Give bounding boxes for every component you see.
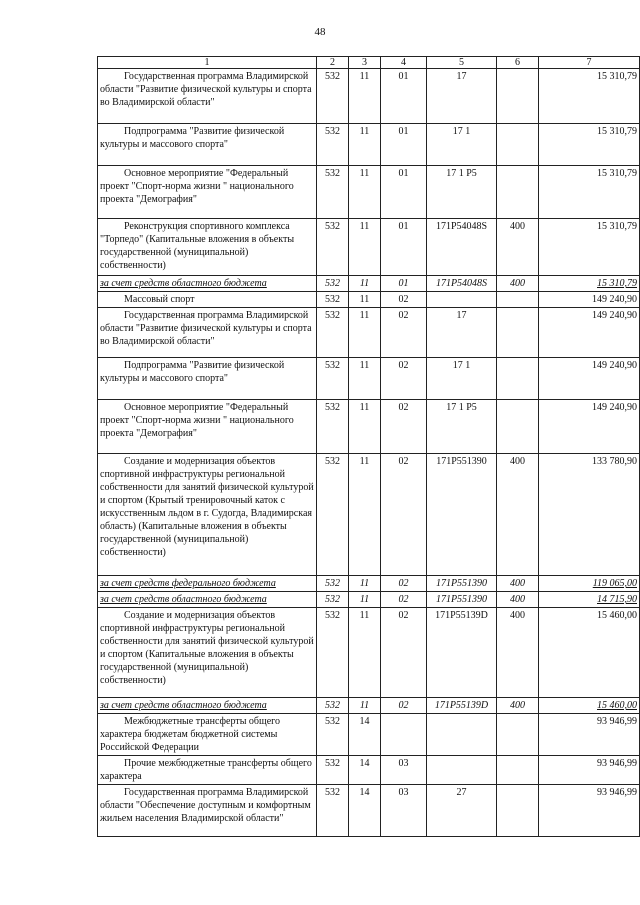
row-section-cell: [349, 454, 381, 576]
row-name-cell: [98, 576, 317, 592]
row-section-cell-text: 11: [359, 221, 370, 232]
table-row: [98, 576, 640, 592]
row-chapter-cell: [317, 785, 349, 837]
row-chapter-cell-text: 532: [325, 310, 340, 321]
row-chapter-cell-text: 532: [325, 594, 340, 605]
row-target-article-cell-text: 17 1: [452, 360, 471, 371]
header-row: [98, 57, 640, 69]
row-expense-type-cell: [497, 698, 539, 714]
row-name-cell-text: Массовый спорт: [124, 294, 195, 305]
row-amount-cell-text: 15 460,00: [597, 700, 637, 711]
row-chapter-cell-text: 532: [325, 126, 340, 137]
row-subsection-cell-text: 02: [398, 456, 409, 467]
row-target-article-cell: [427, 308, 497, 358]
row-section-cell: [349, 400, 381, 454]
table-row: [98, 358, 640, 400]
row-target-article-cell: [427, 400, 497, 454]
row-section-cell-text: 11: [359, 168, 370, 179]
row-expense-type-cell-text: 400: [510, 700, 525, 711]
row-name-cell: [98, 608, 317, 698]
row-section-cell-text: 11: [359, 456, 370, 467]
row-subsection-cell: [381, 608, 427, 698]
row-expense-type-cell: [497, 276, 539, 292]
row-section-cell: [349, 219, 381, 276]
row-name-cell-text: Основное мероприятие "Федеральный проект "Спорт-норма жизни " национального проекта "Демография": [100, 402, 294, 439]
row-amount-cell-text: 93 946,99: [597, 787, 637, 798]
row-chapter-cell-text: 532: [325, 716, 340, 727]
row-section-cell: [349, 166, 381, 219]
row-subsection-cell-text: 02: [398, 402, 409, 413]
row-subsection-cell-text: 02: [398, 294, 409, 305]
row-subsection-cell: [381, 714, 427, 756]
row-chapter-cell-text: 532: [325, 402, 340, 413]
row-subsection-cell-text: 01: [398, 71, 409, 82]
row-section-cell-text: 11: [359, 594, 370, 605]
row-target-article-cell-text: 17 1 P5: [446, 168, 477, 179]
row-name-cell: [98, 69, 317, 124]
row-amount-cell-text: 149 240,90: [592, 310, 637, 321]
row-target-article-cell-text: 171P55139D: [434, 700, 489, 711]
row-section-cell: [349, 69, 381, 124]
row-target-article-cell: [427, 124, 497, 166]
row-amount-cell-text: 149 240,90: [592, 294, 637, 305]
row-chapter-cell-text: 532: [325, 278, 340, 289]
row-chapter-cell: [317, 69, 349, 124]
row-name-cell-text: за счет средств областного бюджета: [100, 278, 267, 289]
row-name-cell-text: за счет средств областного бюджета: [100, 700, 267, 711]
row-section-cell: [349, 358, 381, 400]
row-subsection-cell-text: 02: [398, 578, 409, 589]
row-target-article-cell: [427, 576, 497, 592]
row-name-cell: [98, 454, 317, 576]
row-amount-cell: [539, 276, 640, 292]
table-row: [98, 785, 640, 837]
row-chapter-cell-text: 532: [325, 758, 340, 769]
row-section-cell: [349, 698, 381, 714]
row-name-cell-text: Государственная программа Владимирской области "Обеспечение доступным и комфортным жильем населения Владимирской области": [100, 787, 311, 824]
row-target-article-cell-text: 171P551390: [435, 594, 488, 605]
row-target-article-cell: [427, 69, 497, 124]
row-target-article-cell: [427, 785, 497, 837]
row-subsection-cell: [381, 454, 427, 576]
row-amount-cell-text: 93 946,99: [597, 716, 637, 727]
row-subsection-cell-text: 03: [398, 787, 409, 798]
row-target-article-cell: [427, 698, 497, 714]
row-target-article-cell-text: 17 1: [452, 126, 471, 137]
row-name-cell: [98, 308, 317, 358]
row-section-cell: [349, 785, 381, 837]
row-amount-cell-text: 149 240,90: [592, 402, 637, 413]
column-header-4: 4: [381, 57, 427, 69]
row-subsection-cell: [381, 219, 427, 276]
row-target-article-cell: [427, 219, 497, 276]
row-chapter-cell-text: 532: [325, 221, 340, 232]
row-amount-cell: [539, 292, 640, 308]
row-expense-type-cell: [497, 454, 539, 576]
row-chapter-cell: [317, 454, 349, 576]
row-section-cell: [349, 308, 381, 358]
row-section-cell: [349, 608, 381, 698]
row-chapter-cell-text: 532: [325, 578, 340, 589]
row-subsection-cell: [381, 576, 427, 592]
column-header-1: 1: [98, 57, 317, 69]
row-name-cell-text: Создание и модернизация объектов спортивной инфраструктуры региональной собственности для занятий физической культурой и спортом (Крытый тренировочный каток с искусственным льдом в г. Судогда, Владимирская область) (Капитальные вложения в объекты государственной (муниципальной) собственности): [100, 456, 314, 558]
row-subsection-cell: [381, 756, 427, 785]
row-chapter-cell-text: 532: [325, 168, 340, 179]
row-section-cell: [349, 276, 381, 292]
row-subsection-cell: [381, 124, 427, 166]
row-name-cell-text: Основное мероприятие "Федеральный проект "Спорт-норма жизни " национального проекта "Демография": [100, 168, 294, 205]
table-row: [98, 292, 640, 308]
row-subsection-cell: [381, 69, 427, 124]
row-target-article-cell-text: 17 1 P5: [446, 402, 477, 413]
row-target-article-cell-text: 17: [456, 71, 467, 82]
row-amount-cell: [539, 592, 640, 608]
row-section-cell-text: 14: [359, 758, 370, 769]
row-target-article-cell-text: 171P551390: [435, 578, 488, 589]
row-target-article-cell-text: 27: [456, 787, 467, 798]
row-amount-cell: [539, 166, 640, 219]
row-section-cell-text: 11: [359, 71, 370, 82]
table-row: [98, 400, 640, 454]
row-expense-type-cell: [497, 292, 539, 308]
row-amount-cell-text: 14 715,90: [597, 594, 637, 605]
row-section-cell-text: 11: [359, 610, 370, 621]
row-name-cell: [98, 400, 317, 454]
row-section-cell-text: 11: [359, 294, 370, 305]
row-amount-cell: [539, 219, 640, 276]
row-target-article-cell: [427, 358, 497, 400]
row-section-cell: [349, 576, 381, 592]
row-subsection-cell: [381, 698, 427, 714]
row-amount-cell: [539, 358, 640, 400]
row-expense-type-cell-text: 400: [510, 594, 525, 605]
table-row: [98, 124, 640, 166]
row-subsection-cell: [381, 166, 427, 219]
row-section-cell: [349, 292, 381, 308]
column-header-2: 2: [317, 57, 349, 69]
row-name-cell: [98, 698, 317, 714]
row-target-article-cell-text: 171P54048S: [435, 278, 488, 289]
table-row: [98, 714, 640, 756]
row-name-cell-text: Реконструкция спортивного комплекса "Торпедо" (Капитальные вложения в объекты государственной (муниципальной) собственности): [100, 221, 295, 271]
row-subsection-cell: [381, 400, 427, 454]
row-amount-cell-text: 15 310,79: [597, 168, 637, 179]
row-name-cell: [98, 358, 317, 400]
row-chapter-cell: [317, 756, 349, 785]
row-name-cell: [98, 276, 317, 292]
row-section-cell: [349, 592, 381, 608]
row-name-cell-text: Прочие межбюджетные трансферты общего характера: [100, 758, 312, 782]
row-amount-cell: [539, 454, 640, 576]
row-amount-cell: [539, 785, 640, 837]
row-section-cell-text: 11: [359, 310, 370, 321]
row-chapter-cell: [317, 124, 349, 166]
row-expense-type-cell-text: 400: [510, 578, 525, 589]
row-chapter-cell: [317, 576, 349, 592]
row-amount-cell: [539, 698, 640, 714]
table-row: [98, 454, 640, 576]
row-expense-type-cell: [497, 166, 539, 219]
row-expense-type-cell: [497, 124, 539, 166]
row-chapter-cell: [317, 714, 349, 756]
row-amount-cell-text: 15 310,79: [597, 126, 637, 137]
row-expense-type-cell: [497, 785, 539, 837]
table-row: [98, 166, 640, 219]
row-chapter-cell: [317, 608, 349, 698]
row-chapter-cell: [317, 219, 349, 276]
row-name-cell-text: за счет средств областного бюджета: [100, 594, 267, 605]
row-name-cell: [98, 166, 317, 219]
column-header-7: 7: [539, 57, 640, 69]
row-chapter-cell-text: 532: [325, 360, 340, 371]
row-section-cell-text: 14: [359, 787, 370, 798]
row-amount-cell-text: 15 310,79: [597, 221, 637, 232]
page-number: 48: [314, 26, 326, 38]
row-subsection-cell-text: 01: [398, 168, 409, 179]
table-row: [98, 308, 640, 358]
row-subsection-cell-text: 01: [398, 221, 409, 232]
table-row: [98, 592, 640, 608]
row-amount-cell-text: 15 460,00: [597, 610, 637, 621]
row-expense-type-cell: [497, 756, 539, 785]
row-section-cell-text: 14: [359, 716, 370, 727]
row-name-cell: [98, 219, 317, 276]
row-amount-cell: [539, 756, 640, 785]
row-chapter-cell: [317, 166, 349, 219]
row-expense-type-cell-text: 400: [510, 278, 525, 289]
row-amount-cell: [539, 308, 640, 358]
row-target-article-cell: [427, 276, 497, 292]
row-subsection-cell-text: 02: [398, 594, 409, 605]
row-section-cell-text: 11: [359, 578, 370, 589]
row-subsection-cell: [381, 308, 427, 358]
row-subsection-cell: [381, 592, 427, 608]
row-name-cell: [98, 124, 317, 166]
row-amount-cell-text: 93 946,99: [597, 758, 637, 769]
row-expense-type-cell: [497, 576, 539, 592]
row-expense-type-cell: [497, 400, 539, 454]
row-subsection-cell-text: 02: [398, 310, 409, 321]
row-section-cell-text: 11: [359, 402, 370, 413]
row-name-cell: [98, 714, 317, 756]
row-amount-cell: [539, 714, 640, 756]
row-chapter-cell: [317, 400, 349, 454]
row-chapter-cell-text: 532: [325, 456, 340, 467]
row-subsection-cell-text: 01: [398, 126, 409, 137]
row-chapter-cell: [317, 698, 349, 714]
row-name-cell-text: Подпрограмма "Развитие физической культуры и массового спорта": [100, 126, 285, 150]
row-name-cell: [98, 756, 317, 785]
row-subsection-cell: [381, 358, 427, 400]
row-chapter-cell: [317, 308, 349, 358]
row-subsection-cell-text: 02: [398, 700, 409, 711]
row-amount-cell: [539, 576, 640, 592]
row-subsection-cell-text: 03: [398, 758, 409, 769]
column-header-5: 5: [427, 57, 497, 69]
row-name-cell-text: за счет средств федерального бюджета: [100, 578, 276, 589]
row-subsection-cell-text: 02: [398, 360, 409, 371]
table-row: [98, 756, 640, 785]
row-expense-type-cell: [497, 308, 539, 358]
row-amount-cell-text: 149 240,90: [592, 360, 637, 371]
row-amount-cell: [539, 400, 640, 454]
row-section-cell: [349, 714, 381, 756]
row-subsection-cell-text: 01: [398, 278, 409, 289]
row-target-article-cell-text: 171P54048S: [435, 221, 488, 232]
row-target-article-cell-text: 171P551390: [436, 456, 487, 467]
row-section-cell-text: 11: [359, 360, 370, 371]
row-target-article-cell-text: 171P55139D: [435, 610, 488, 621]
table-row: [98, 608, 640, 698]
row-section-cell-text: 11: [359, 126, 370, 137]
row-target-article-cell: [427, 756, 497, 785]
row-target-article-cell: [427, 166, 497, 219]
row-chapter-cell: [317, 592, 349, 608]
row-chapter-cell: [317, 292, 349, 308]
row-subsection-cell: [381, 292, 427, 308]
row-expense-type-cell-text: 400: [510, 456, 525, 467]
row-section-cell: [349, 124, 381, 166]
table-row: [98, 276, 640, 292]
row-target-article-cell: [427, 592, 497, 608]
row-amount-cell-text: 15 310,79: [597, 71, 637, 82]
row-expense-type-cell: [497, 69, 539, 124]
row-name-cell-text: Государственная программа Владимирской области "Развитие физической культуры и спорта во Владимирской области": [100, 310, 312, 347]
row-name-cell: [98, 292, 317, 308]
row-expense-type-cell: [497, 219, 539, 276]
row-chapter-cell-text: 532: [325, 294, 340, 305]
row-subsection-cell: [381, 276, 427, 292]
row-expense-type-cell: [497, 592, 539, 608]
table-row: [98, 698, 640, 714]
row-chapter-cell: [317, 276, 349, 292]
row-section-cell-text: 11: [359, 278, 370, 289]
row-target-article-cell-text: 17: [456, 310, 467, 321]
row-name-cell-text: Межбюджетные трансферты общего характера бюджетам бюджетной системы Российской Федерации: [100, 716, 281, 753]
row-expense-type-cell: [497, 608, 539, 698]
row-section-cell-text: 11: [359, 700, 370, 711]
row-chapter-cell-text: 532: [325, 700, 340, 711]
row-expense-type-cell-text: 400: [510, 610, 525, 621]
row-amount-cell: [539, 69, 640, 124]
row-target-article-cell: [427, 292, 497, 308]
row-amount-cell: [539, 124, 640, 166]
row-name-cell-text: Государственная программа Владимирской области "Развитие физической культуры и спорта во Владимирской области": [100, 71, 312, 108]
row-amount-cell-text: 15 310,79: [597, 278, 637, 289]
row-name-cell-text: Подпрограмма "Развитие физической культуры и массового спорта": [100, 360, 285, 384]
row-expense-type-cell: [497, 358, 539, 400]
row-subsection-cell-text: 02: [398, 610, 409, 621]
row-target-article-cell: [427, 714, 497, 756]
table-row: [98, 219, 640, 276]
row-chapter-cell-text: 532: [325, 71, 340, 82]
row-name-cell-text: Создание и модернизация объектов спортивной инфраструктуры региональной собственности для занятий физической культурой и спортом (Капитальные вложения в объекты государственной (муниципальной) собственности): [100, 610, 314, 686]
column-header-6: 6: [497, 57, 539, 69]
row-amount-cell-text: 119 065,00: [592, 578, 637, 589]
row-expense-type-cell: [497, 714, 539, 756]
row-chapter-cell: [317, 358, 349, 400]
row-chapter-cell-text: 532: [325, 787, 340, 798]
row-subsection-cell: [381, 785, 427, 837]
row-target-article-cell: [427, 608, 497, 698]
row-section-cell: [349, 756, 381, 785]
row-name-cell: [98, 785, 317, 837]
row-amount-cell-text: 133 780,90: [592, 456, 637, 467]
budget-table: [97, 56, 640, 837]
row-expense-type-cell-text: 400: [510, 221, 525, 232]
row-target-article-cell: [427, 454, 497, 576]
row-name-cell: [98, 592, 317, 608]
table-row: [98, 69, 640, 124]
row-amount-cell: [539, 608, 640, 698]
row-chapter-cell-text: 532: [325, 610, 340, 621]
column-header-3: 3: [349, 57, 381, 69]
